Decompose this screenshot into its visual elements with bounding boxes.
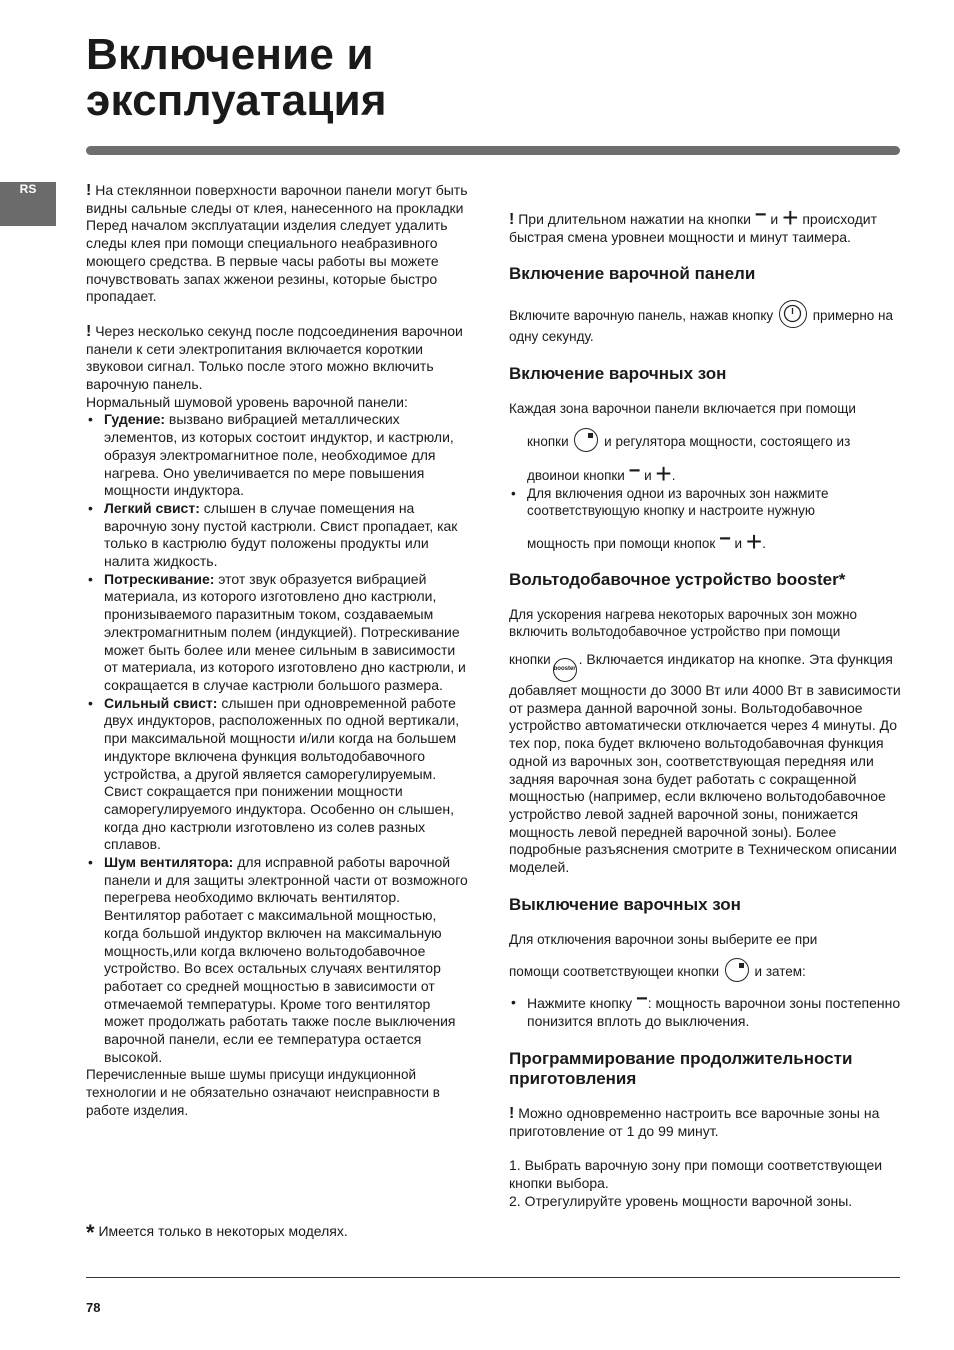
heading-programming: Программирование продолжительности приготовления	[509, 1048, 853, 1088]
paragraph-beep-note	[86, 323, 470, 394]
step-2: 2. Отрегулируйте уровень мощности варочной зоны.	[509, 1192, 853, 1209]
heading-booster: Вольтодобавочное устройство booster*	[509, 569, 846, 589]
minus-icon: −	[636, 988, 648, 1011]
paragraph-long-press: ! При длительном нажатии на кнопки − и + происходит быстрая смена уровнеи мощности и минут таимера.	[509, 202, 878, 245]
left-column	[86, 182, 470, 1120]
heading-zones-on: Включение варочных зон	[509, 364, 727, 384]
list-item: • Шум вентилятора: для исправной работы варочной панели и для защиты электронной части от возможного перегрева необходимо включать вентилятор. Вентилятор работает с максимальной мощностью, когда большой индуктор включен на максимальную мощность,или когда включено вольтодобавочное устройство. Во всех остальных случаях вентилятор работает со средней мощностью в зависимости от отмечаемой температуры. Кроме того вентилятор может продолжать работать также после выключения варочной панели, если ее температура остается высокой.	[86, 854, 470, 1066]
step-1: 1. Выбрать варочную зону при помощи соответствующеи кнопки выбора.	[509, 1157, 883, 1191]
paragraph-booster-body: кнопкиbooster. Включается индикатор на кнопке. Эта функция добавляет мощности до 3000 Вт или 4000 Вт в зависимости от размера данной варочной зоны. Вольтодобавочное устройство автоматически отключается через 4 минуты. До тех пор, пока будет включено вольтодобавочная функция одной из варочных зон, соответствующая передняя или задняя варочная зона будет работать с сокращенной мощностью (например, если включено вольтодобавочное устройство левой задней варочной зоны, понижается мощность левой передней варочной зоны). Более подробные разъяснения смотрите в Техническом описании моделей.	[509, 651, 901, 876]
list-item: • Гудение: вызвано вибрацией металлических элементов, из которых состоит индуктор, и кастрюли, образуя электромагнитное поле, необходимое для нагрева. Оно увеличивается по мере повышения мощности индуктора.	[86, 411, 470, 500]
page-title	[86, 32, 387, 124]
language-tab: RS	[0, 182, 56, 226]
paragraph-zones-intro: Каждая зона варочнои панели включается при помощи	[509, 401, 856, 417]
right-column	[509, 202, 901, 1210]
noise-conclusion: Перечисленные выше шумы присущи индукционной технологии и не обязательно означают неисправности в работе изделия.	[86, 1067, 440, 1118]
list-item: • Потрескивание: этот звук образуется вибрацией материала, из которого изготовлено дно кастрюли, пронизываемого паразитным током, создаваемым электромагнитным полем (индукцией). Потрескивание может быть более или менее сильным в зависимости от материала, из которого изготовлено дно кастрюли, и сокращается в случае кастрюли большого размера.	[86, 571, 470, 695]
paragraph-zones-dual: двоинои кнопки − и +.	[527, 457, 676, 489]
title-line-1: Включение и	[86, 30, 374, 79]
warning-mark: !	[509, 211, 515, 228]
plus-icon: +	[655, 457, 672, 489]
paragraph-text: Через несколько секунд после подсоединения варочнои панели к сети электропитания включается короткии звуковои сигнал. Только после этого можно включить варочную панель.	[86, 322, 463, 393]
paragraph-off-intro: Для отключения варочнои зоны выберите ее при	[509, 931, 818, 947]
paragraph-adhesive-note	[86, 182, 470, 306]
heading-zones-off: Выключение варочных зон	[509, 894, 741, 914]
noise-intro: Нормальный шумовой уровень варочной панели:	[86, 393, 408, 410]
heading-hob-on: Включение варочной панели	[509, 264, 756, 284]
list-item: • Нажмите кнопку −: мощность варочнои зоны постепенно понизится вплоть до выключения.	[509, 994, 901, 1030]
warning-mark: !	[86, 322, 92, 340]
page-number: 78	[86, 1300, 101, 1315]
footnote: * Имеется только в некоторых моделях.	[86, 1220, 348, 1245]
paragraph-zones-button: кнопки и регулятора мощности, состоящего из	[509, 428, 901, 452]
asterisk-mark: *	[86, 1220, 95, 1245]
noise-list	[86, 411, 470, 1066]
zone-select-icon	[574, 428, 598, 452]
minus-icon: −	[754, 204, 767, 226]
off-list	[509, 988, 901, 1030]
zone-select-icon	[725, 958, 749, 982]
title-divider	[86, 146, 900, 155]
list-item: • Для включения однои из варочных зон нажмите соответствующую кнопку и настроите нужную мощность при помощи кнопок − и +.	[509, 485, 901, 553]
warning-mark: !	[509, 1104, 515, 1122]
paragraph-off-button: помощи соответствующеи кнопки и затем:	[509, 958, 901, 982]
minus-icon: −	[719, 527, 731, 550]
zones-list	[509, 485, 901, 557]
title-line-2: эксплуатация	[86, 76, 387, 125]
plus-icon: +	[745, 525, 763, 557]
footer-divider	[86, 1277, 900, 1278]
plus-icon: +	[782, 202, 799, 233]
paragraph-booster-intro: Для ускорения нагрева некоторых варочных зон можно включить вольтодобавочное устройство при помощи	[509, 606, 858, 640]
paragraph-prog-note: ! Можно одновременно настроить все варочные зоны на приготовление от 1 до 99 минут.	[509, 1104, 880, 1139]
power-icon	[779, 300, 807, 328]
minus-icon: −	[628, 459, 641, 482]
paragraph-hob-on: Включите варочную панель, нажав кнопку примерно на одну секунду.	[509, 300, 901, 346]
list-item: • Сильный свист: слышен при одновременной работе двух индукторов, расположенных по одной вертикали, при максимальной мощности и/или когда на большем индукторе включена функция вольтодобавочного устройства, а другой является саморегулируемым. Свист сокращается при понижении мощности саморегулируемого индуктора. Особенно он слышен, когда дно кастрюли изготовлено из солев разных сплавов.	[86, 695, 470, 854]
warning-mark: !	[86, 182, 92, 199]
booster-icon: booster	[553, 658, 577, 682]
paragraph-text: На стекляннои поверхности варочнои панели могут быть видны сальные следы от клея, нанесенного на прокладки Перед началом эксплуатации изделия следует удалить следы клея при помощи специального неабразивного моющего средства. В первые часы работы вы можете почувствовать запах жженои резины, которые быстро пропадает.	[86, 182, 468, 305]
list-item: • Легкий свист: слышен в случае помещения на варочную зону пустой кастрюли. Свист пропадает, как только в кастрюлю будут положены продукты или налита жидкость.	[86, 500, 470, 571]
